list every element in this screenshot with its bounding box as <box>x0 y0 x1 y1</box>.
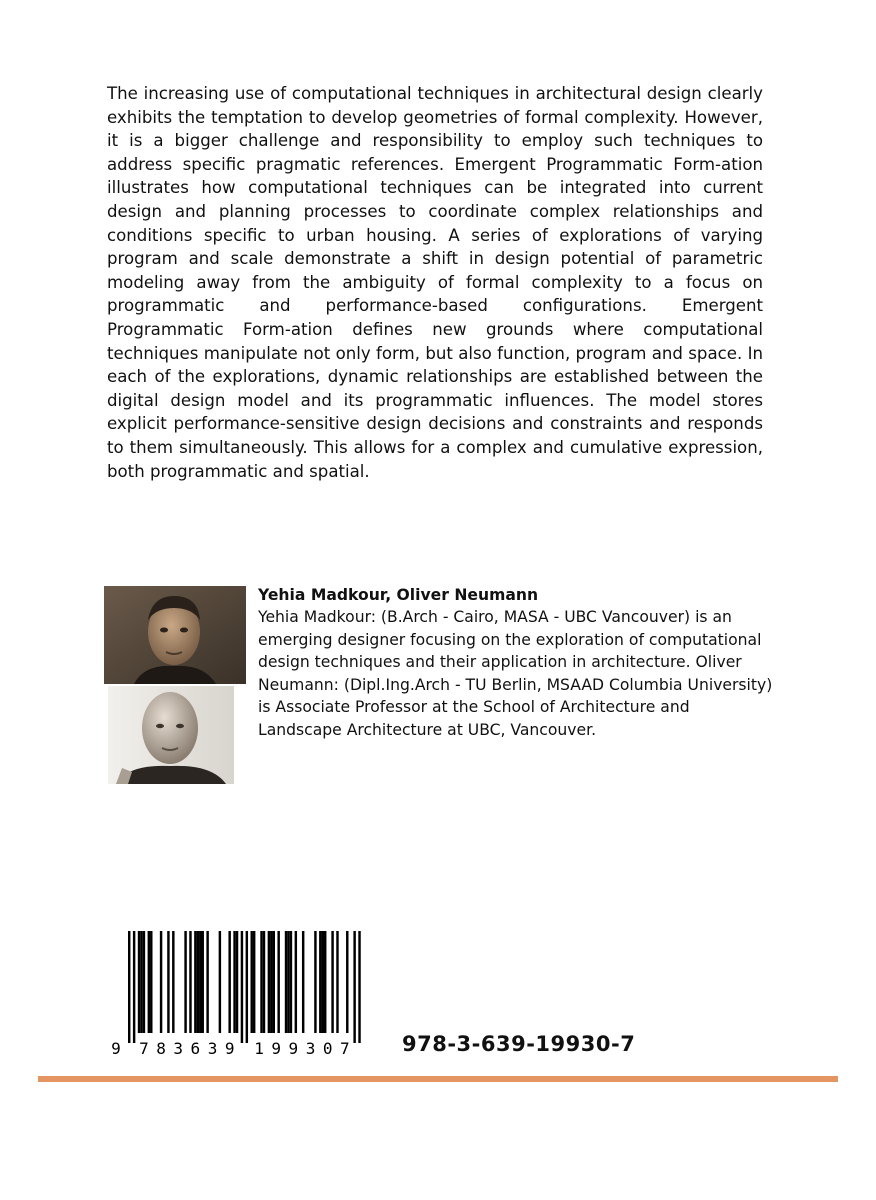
barcode-bar <box>346 931 348 1033</box>
barcode-bar <box>322 931 324 1033</box>
barcode-bar <box>233 931 235 1033</box>
barcode-bar <box>287 931 289 1033</box>
barcode-bar <box>260 931 262 1033</box>
barcode-bar <box>246 931 248 1043</box>
barcode-digit: 0 <box>322 1039 333 1058</box>
barcode-bar <box>184 931 186 1033</box>
barcode-digit: 1 <box>254 1039 264 1058</box>
barcode-bar <box>172 931 174 1033</box>
barcode-bar <box>314 931 316 1033</box>
barcode-bar <box>143 931 145 1033</box>
isbn-number: 978-3-639-19930-7 <box>402 1032 636 1056</box>
barcode-bar <box>319 931 321 1033</box>
barcode-bar <box>353 931 355 1043</box>
author-photo-oliver-neumann <box>108 686 234 784</box>
barcode-digit: 3 <box>173 1039 184 1058</box>
barcode-bar <box>285 931 287 1033</box>
barcode-bar <box>290 931 292 1033</box>
barcode-bar <box>253 931 255 1033</box>
barcode-bar <box>358 931 360 1043</box>
barcode-bar <box>324 931 326 1033</box>
barcode-bar <box>302 931 304 1033</box>
author-photo-yehia-madkour <box>104 586 246 684</box>
barcode-digit: 8 <box>156 1039 166 1058</box>
barcode-bar <box>138 931 140 1033</box>
barcode-digit: 9 <box>271 1039 282 1058</box>
barcode-bar <box>228 931 230 1033</box>
footer-rule <box>38 1076 838 1082</box>
barcode-digit: 7 <box>139 1039 149 1058</box>
barcode-bar <box>197 931 199 1033</box>
barcode-digit: 9 <box>111 1039 121 1058</box>
barcode-bar <box>219 931 221 1033</box>
barcode-bar <box>336 931 338 1033</box>
barcode-bar <box>148 931 150 1033</box>
barcode-bar <box>160 931 162 1033</box>
barcode-bar <box>133 931 135 1043</box>
barcode-digit: 3 <box>207 1039 218 1058</box>
isbn-barcode <box>106 927 368 1062</box>
barcode-bar <box>150 931 152 1033</box>
barcode-bar <box>140 931 142 1033</box>
barcode-digit: 9 <box>288 1039 299 1058</box>
barcode-bar <box>277 931 279 1033</box>
barcode-bar <box>251 931 253 1033</box>
barcode-bar <box>241 931 243 1043</box>
barcode-bar <box>202 931 204 1033</box>
barcode-bar <box>236 931 238 1033</box>
barcode-bar <box>331 931 333 1033</box>
back-cover-description: The increasing use of computational techniques in architectural design clearly exhibits the temptation to develop geometries of formal complexity. However, it is a bigger challenge and responsibility to employ such techniques to address specific pragmatic references. Emergent Programmatic Form-ation illustrates how computational techniques can be integrated into current design and planning processes to coordinate complex relationships and conditions specific to urban housing. A series of explorations of varying program and scale demonstrate a shift in design potential of parametric modeling away from the ambiguity of formal complexity to a focus on programmatic and performance-based configurations. Emergent Programmatic Form-ation defines new grounds where computational techniques manipulate not only form, but also function, program and space. In each of the explorations, dynamic relationships are established between the digital design model and its programmatic influences. The model stores explicit performance-sensitive design decisions and constraints and responds to them simultaneously. This allows for a complex and cumulative expression, both programmatic and spatial. <box>107 84 763 481</box>
barcode-bar <box>128 931 130 1043</box>
barcode-bar <box>268 931 270 1033</box>
barcode-digit: 3 <box>305 1039 316 1058</box>
barcode-bar <box>206 931 208 1033</box>
barcode-digit: 9 <box>224 1039 235 1058</box>
authors-heading: Yehia Madkour, Oliver Neumann <box>258 586 539 604</box>
barcode-bar <box>189 931 191 1033</box>
barcode-bar <box>194 931 196 1033</box>
barcode-bar <box>273 931 275 1033</box>
barcode-digit: 7 <box>340 1039 350 1058</box>
barcode-digit: 6 <box>190 1039 201 1058</box>
barcode-bar <box>263 931 265 1033</box>
barcode-bar <box>270 931 272 1033</box>
barcode-bar <box>199 931 201 1033</box>
barcode-bar <box>167 931 169 1033</box>
barcode-bar <box>295 931 297 1033</box>
authors-bio: Yehia Madkour: (B.Arch - Cairo, MASA - UBC Vancouver) is an emerging designer focusing on the exploration of computational design techniques and their application in architecture. Oliver Neumann: (Dipl.Ing.Arch - TU Berlin, MSAAD Columbia University) is Associate Professor at the School of Architecture and Landscape Architecture at UBC, Vancouver. <box>258 608 773 739</box>
